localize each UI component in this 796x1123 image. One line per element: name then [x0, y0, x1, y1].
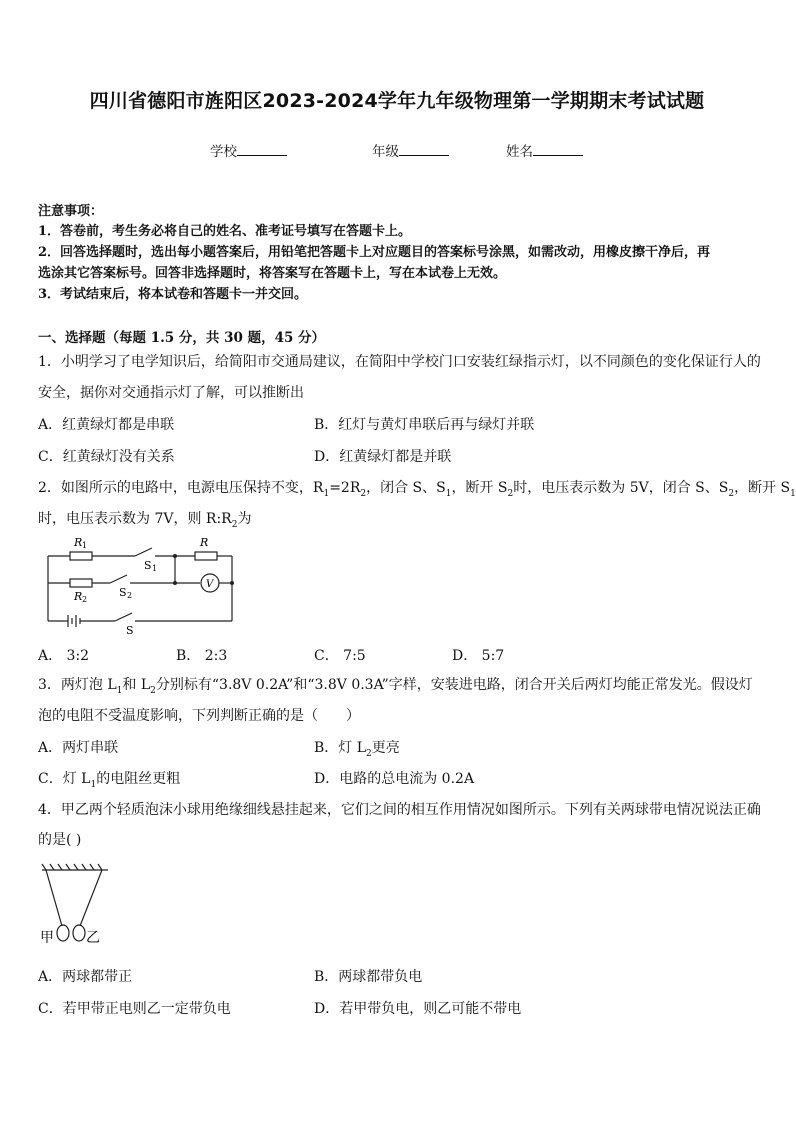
notice-item-2: 2．回答选择题时，选出每小题答案后，用铅笔把答题卡上对应题目的答案标号涂黑，如需改动，用橡皮擦干净后，再 — [38, 245, 711, 260]
label-yi: 乙 — [86, 930, 100, 946]
q3-option-a: A．两灯串联 — [38, 740, 119, 756]
q1-option-b: B．红灯与黄灯串联后再与绿灯并联 — [314, 417, 535, 433]
school-field — [210, 140, 287, 160]
q2-stem-line2: 时，电压表示数为 7V，则 $R:R_2$为 — [38, 511, 252, 530]
q1-option-c: C．红黄绿灯没有关系 — [38, 449, 175, 465]
q2-option-b: B． 2:3 — [176, 648, 228, 664]
q4-option-d: D．若甲带负电，则乙可能不带电 — [314, 1001, 522, 1017]
voltmeter-label: V — [206, 579, 214, 590]
q4-pendulum-figure — [38, 862, 118, 948]
label-r2: R — [74, 590, 83, 603]
q4-stem-line1: 4．甲乙两个轻质泡沫小球用绝缘细线悬挂起来，它们之间的相互作用情况如图所示。下列有关两球带电情况说法正确 — [38, 802, 761, 818]
name-blank — [533, 141, 583, 156]
label-s2: S — [119, 586, 127, 599]
q2-circuit-diagram — [40, 530, 250, 640]
resistor-r2 — [70, 579, 92, 587]
school-blank — [237, 141, 287, 156]
label-s: S — [126, 624, 134, 637]
label-s2-sub: 2 — [127, 591, 133, 600]
resistor-r1 — [70, 552, 92, 560]
section-heading: 一、选择题（每题 1.5 分，共 30 题，45 分） — [38, 330, 326, 346]
page-title: 四川省德阳市旌阳区2023-2024学年九年级物理第一学期期末考试试题 — [89, 90, 705, 112]
q4-option-b: B．两球都带负电 — [314, 969, 423, 985]
q4-stem-line2: 的是( ) — [38, 832, 82, 848]
label-s1-sub: 1 — [152, 564, 158, 573]
notice-item-1: 1．答卷前，考生务必将自己的姓名、准考证号填写在答题卡上。 — [38, 224, 412, 239]
label-jia: 甲 — [40, 930, 54, 946]
label-r2-sub: 2 — [82, 595, 88, 604]
ball-yi — [73, 925, 85, 941]
grade-label: 年级 — [372, 144, 399, 160]
q3-option-d: D．电路的总电流为 0.2A — [314, 771, 475, 787]
grade-blank — [399, 141, 449, 156]
q2-option-c: C． 7:5 — [314, 648, 366, 664]
label-r: R — [200, 536, 209, 549]
q3-stem-line2: 泡的电阻不受温度影响，下列判断正确的是（ ） — [38, 708, 360, 724]
q2-stem-line1: 2．如图所示的电路中，电源电压保持不变，$R_1=2R_2$，闭合 S、$S_1$，断开 $S_2$时，电压表示数为 5V，闭合 S、$S_2$，断开 $S_1$ — [38, 480, 796, 499]
q1-option-a: A．红黄绿灯都是串联 — [38, 417, 175, 433]
q2-option-a: A． 3:2 — [38, 648, 90, 664]
school-label: 学校 — [210, 144, 237, 160]
label-r1: R — [74, 536, 83, 549]
name-field — [506, 140, 583, 160]
q3-option-c: C．灯 $L_1$的电阻丝更粗 — [38, 771, 181, 790]
name-label: 姓名 — [506, 144, 533, 160]
notice-item-2-cont: 选涂其它答案标号。回答非选择题时，将答案写在答题卡上，写在本试卷上无效。 — [38, 266, 507, 281]
notice-heading: 注意事项： — [38, 204, 104, 219]
label-r1-sub: 1 — [82, 541, 88, 550]
q1-option-d: D．红黄绿灯都是并联 — [314, 449, 452, 465]
notice-item-3: 3．考试结束后，将本试卷和答题卡一并交回。 — [38, 287, 308, 302]
q4-option-a: A．两球都带正 — [38, 969, 133, 985]
grade-field — [372, 140, 449, 160]
q3-stem-line1: 3．两灯泡 $L_1$和 $L_2$分别标有“3.8V 0.2A”和“3.8V 0.3A”字样，安装进电路，闭合开关后两灯均能正常发光。假设灯 — [38, 677, 753, 696]
q1-stem-line1: 1．小明学习了电学知识后，给简阳市交通局建议，在简阳中学校门口安装红绿指示灯，以不同颜色的变化保证行人的 — [38, 354, 761, 370]
q3-option-b: B．灯 $L_2$更亮 — [314, 740, 400, 759]
resistor-r — [195, 552, 217, 560]
q4-option-c: C．若甲带正电则乙一定带负电 — [38, 1001, 231, 1017]
label-s1: S — [144, 559, 152, 572]
q1-stem-line2: 安全，据你对交通指示灯了解，可以推断出 — [38, 385, 304, 401]
ball-jia — [57, 925, 69, 941]
q2-option-d: D． 5:7 — [452, 648, 505, 664]
